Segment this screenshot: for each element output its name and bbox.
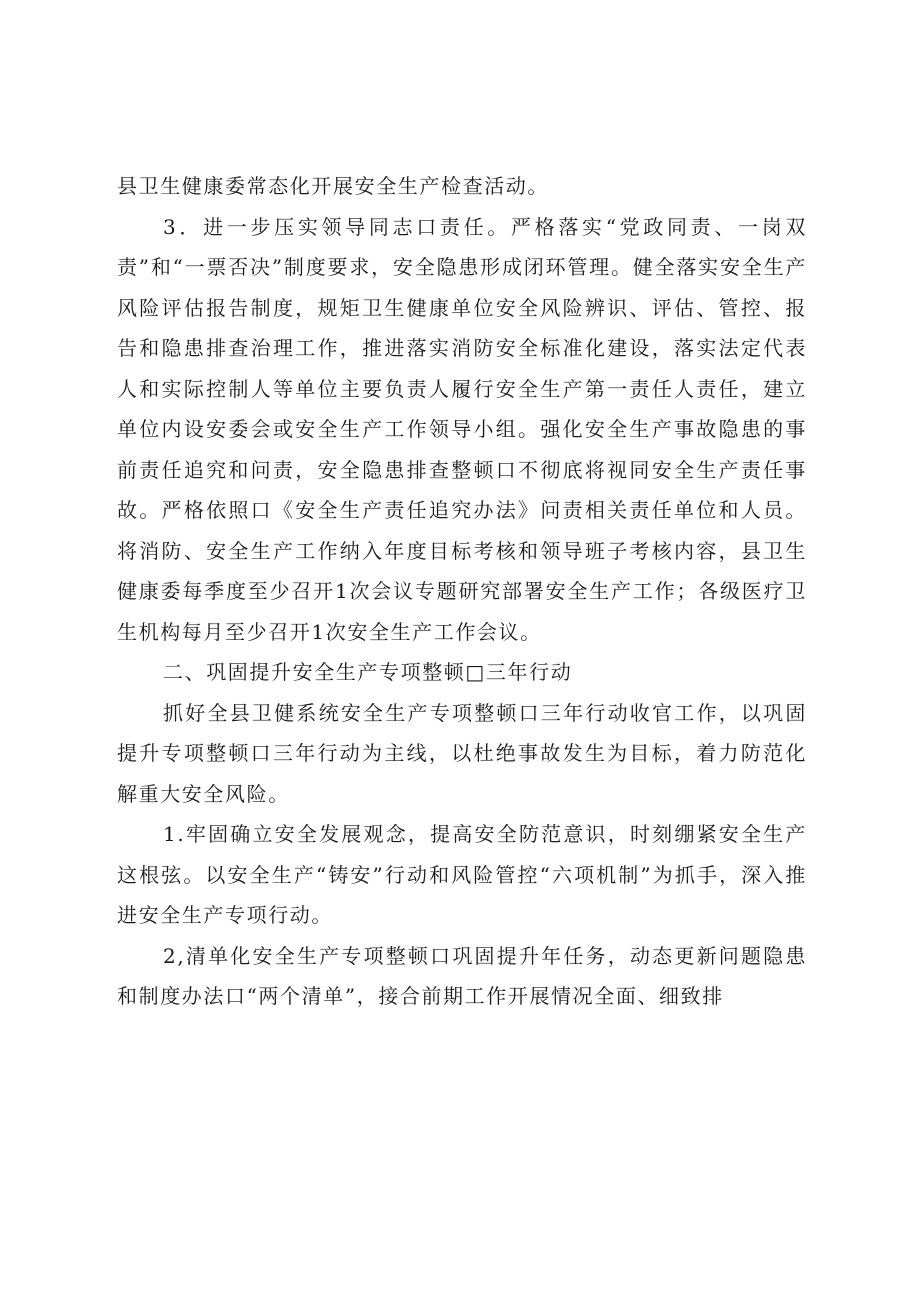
paragraph-item-2: 2,清单化安全生产专项整顿口巩固提升年任务，动态更新问题隐患和制度办法口“两个清单”，接合前期工作开展情况全面、细致排 xyxy=(117,943,807,1008)
section-heading-2: 二、巩固提升安全生产专项整顿□三年行动 xyxy=(163,660,573,684)
document-body xyxy=(117,166,807,1017)
paragraph-section-intro: 抓好全县卫健系统安全生产专项整顿口三年行动收官工作，以巩固提升专项整顿口三年行动为主线，以杜绝事故发生为目标，着力防范化解重大安全风险。 xyxy=(117,700,807,806)
paragraph-item-3: 3．进一步压实领导同志口责任。严格落实“党政同责、一岗双责”和“一票否决”制度要求，安全隐患形成闭环管理。健全落实安全生产风险评估报告制度，规矩卫生健康单位安全风险辨识、评估、管控、报告和隐患排查治理工作，推进落实消防安全标准化建设，落实法定代表人和实际控制人等单位主要负责人履行安全生产第一责任人责任，建立单位内设安委会或安全生产工作领导小组。强化安全生产事故隐患的事前责任追究和问责，安全隐患排查整顿口不彻底将视同安全生产责任事故。严格依照口《安全生产责任追究办法》问责相关责任单位和人员。将消防、安全生产工作纳入年度目标考核和领导班子考核内容，县卫生健康委每季度至少召开1次会议专题研究部署安全生产工作；各级医疗卫生机构每月至少召开1次安全生产工作会议。 xyxy=(117,214,807,644)
paragraph-continuation: 县卫生健康委常态化开展安全生产检查活动。 xyxy=(117,174,549,198)
paragraph-item-1: 1.牢固确立安全发展观念，提高安全防范意识，时刻绷紧安全生产这根弦。以安全生产“铸安”行动和风险管控“六项机制”为抓手，深入推进安全生产专项行动。 xyxy=(117,822,807,927)
